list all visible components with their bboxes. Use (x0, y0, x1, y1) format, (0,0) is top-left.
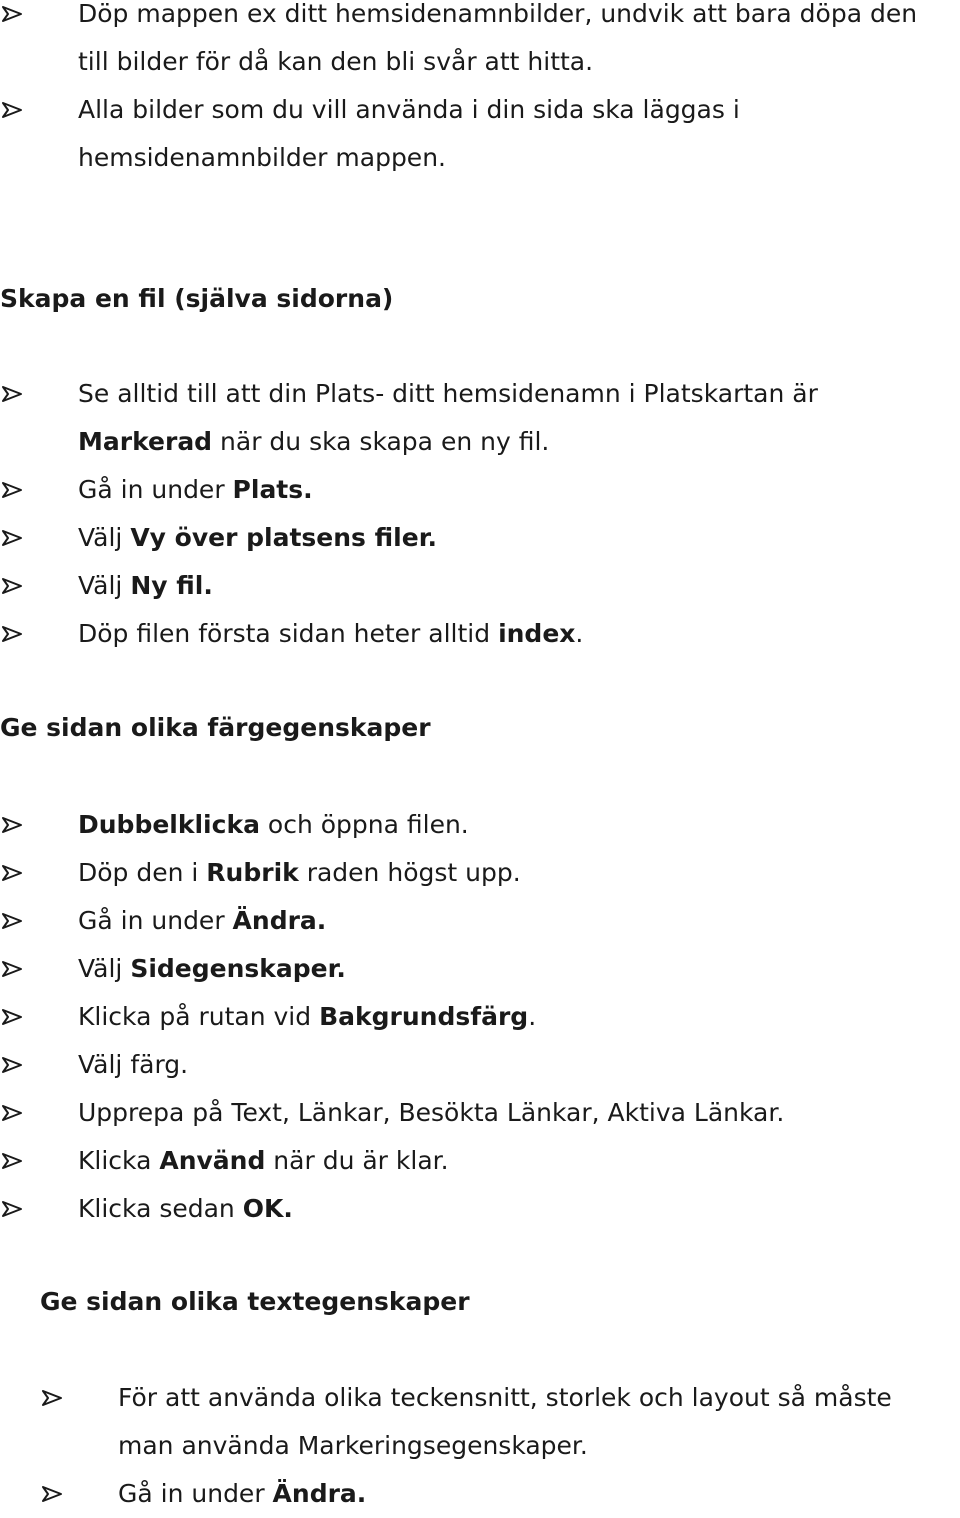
list-item (0, 993, 784, 1041)
bold-term: Ändra. (272, 1479, 367, 1508)
farg-bullet-list (0, 801, 784, 1233)
list-item (0, 370, 818, 418)
list-item-text: Alla bilder som du vill använda i din sida ska läggas i (78, 95, 740, 124)
list-item-text: För att använda olika teckensnitt, storlek och layout så måste (118, 1383, 892, 1412)
list-item (0, 466, 818, 514)
bold-term: Dubbelklicka (78, 810, 260, 839)
list-item-text: till bilder för då kan den bli svår att hitta. (78, 47, 594, 76)
list-item (0, 1041, 784, 1089)
list-item (0, 849, 784, 897)
list-item-continuation (0, 134, 917, 182)
list-item (0, 86, 917, 134)
list-item (40, 1470, 892, 1518)
list-item-text: när du är klar. (265, 1146, 449, 1175)
arrowhead-bullet-icon (1, 1152, 23, 1170)
list-item-text: när du ska skapa en ny fil. (212, 427, 550, 456)
arrowhead-bullet-icon (1, 529, 23, 547)
list-item-text: Döp mappen ex ditt hemsidenamnbilder, undvik att bara döpa den (78, 0, 918, 28)
bold-term: Använd (159, 1146, 266, 1175)
list-item-text: Klicka (78, 1146, 160, 1175)
bold-term: Ändra. (232, 906, 327, 935)
list-item-text: Gå in under (118, 1479, 273, 1508)
arrowhead-bullet-icon (1, 1104, 23, 1122)
list-item (0, 801, 784, 849)
arrowhead-bullet-icon (1, 960, 23, 978)
arrowhead-bullet-icon (1, 5, 23, 23)
bold-term: Bakgrundsfärg (319, 1002, 529, 1031)
arrowhead-bullet-icon (1, 577, 23, 595)
list-item-text: Se alltid till att din Plats- ditt hemsidenamn i Platskartan är (78, 379, 818, 408)
list-item-text: Välj (78, 523, 131, 552)
arrowhead-bullet-icon (41, 1485, 63, 1503)
skapa-bullet-list (0, 370, 818, 658)
list-item-text: Gå in under (78, 475, 233, 504)
arrowhead-bullet-icon (1, 1200, 23, 1218)
bold-term: Vy över platsens filer. (130, 523, 437, 552)
list-item (0, 1185, 784, 1233)
list-item-continuation (0, 38, 917, 86)
list-item-continuation (40, 1422, 892, 1470)
list-item-text: . (528, 1002, 537, 1031)
arrowhead-bullet-icon (1, 1056, 23, 1074)
list-item (0, 1137, 784, 1185)
section-heading: Ge sidan olika textegenskaper (40, 1287, 470, 1316)
arrowhead-bullet-icon (1, 1008, 23, 1026)
list-item-text: Gå in under (78, 906, 233, 935)
list-item (0, 0, 917, 38)
list-item-text: Välj (78, 954, 131, 983)
list-item-continuation (0, 418, 818, 466)
arrowhead-bullet-icon (1, 816, 23, 834)
bold-term: index (498, 619, 576, 648)
list-item (0, 610, 818, 658)
intro-bullet-list (0, 0, 917, 182)
list-item-text: Välj färg. (78, 1050, 189, 1079)
list-item-text: Döp filen första sidan heter alltid (78, 619, 499, 648)
list-item-text: hemsidenamnbilder mappen. (78, 143, 446, 172)
list-item (0, 562, 818, 610)
section-heading: Skapa en fil (själva sidorna) (0, 284, 394, 313)
list-item (0, 945, 784, 993)
arrowhead-bullet-icon (1, 385, 23, 403)
arrowhead-bullet-icon (1, 864, 23, 882)
list-item (0, 897, 784, 945)
list-item-text: Välj (78, 571, 131, 600)
arrowhead-bullet-icon (1, 101, 23, 119)
bold-term: Plats. (232, 475, 313, 504)
section-heading: Ge sidan olika färgegenskaper (0, 713, 431, 742)
list-item-text: raden högst upp. (298, 858, 521, 887)
bold-term: Ny fil. (130, 571, 213, 600)
bold-term: Rubrik (206, 858, 299, 887)
list-item-text: Döp den i (78, 858, 207, 887)
list-item-text: Klicka sedan (78, 1194, 243, 1223)
list-item-text: man använda Markeringsegenskaper. (118, 1431, 588, 1460)
arrowhead-bullet-icon (41, 1389, 63, 1407)
arrowhead-bullet-icon (1, 625, 23, 643)
list-item (0, 1089, 784, 1137)
list-item-text: Klicka på rutan vid (78, 1002, 320, 1031)
list-item (0, 514, 818, 562)
list-item-text: och öppna filen. (259, 810, 469, 839)
bold-term: Markerad (78, 427, 213, 456)
list-item-text: Upprepa på Text, Länkar, Besökta Länkar, Aktiva Länkar. (78, 1098, 785, 1127)
bold-term: Sidegenskaper. (130, 954, 346, 983)
list-item-text: . (575, 619, 584, 648)
bold-term: OK. (242, 1194, 293, 1223)
arrowhead-bullet-icon (1, 912, 23, 930)
list-item (40, 1374, 892, 1422)
text-bullet-list (40, 1374, 892, 1518)
arrowhead-bullet-icon (1, 481, 23, 499)
